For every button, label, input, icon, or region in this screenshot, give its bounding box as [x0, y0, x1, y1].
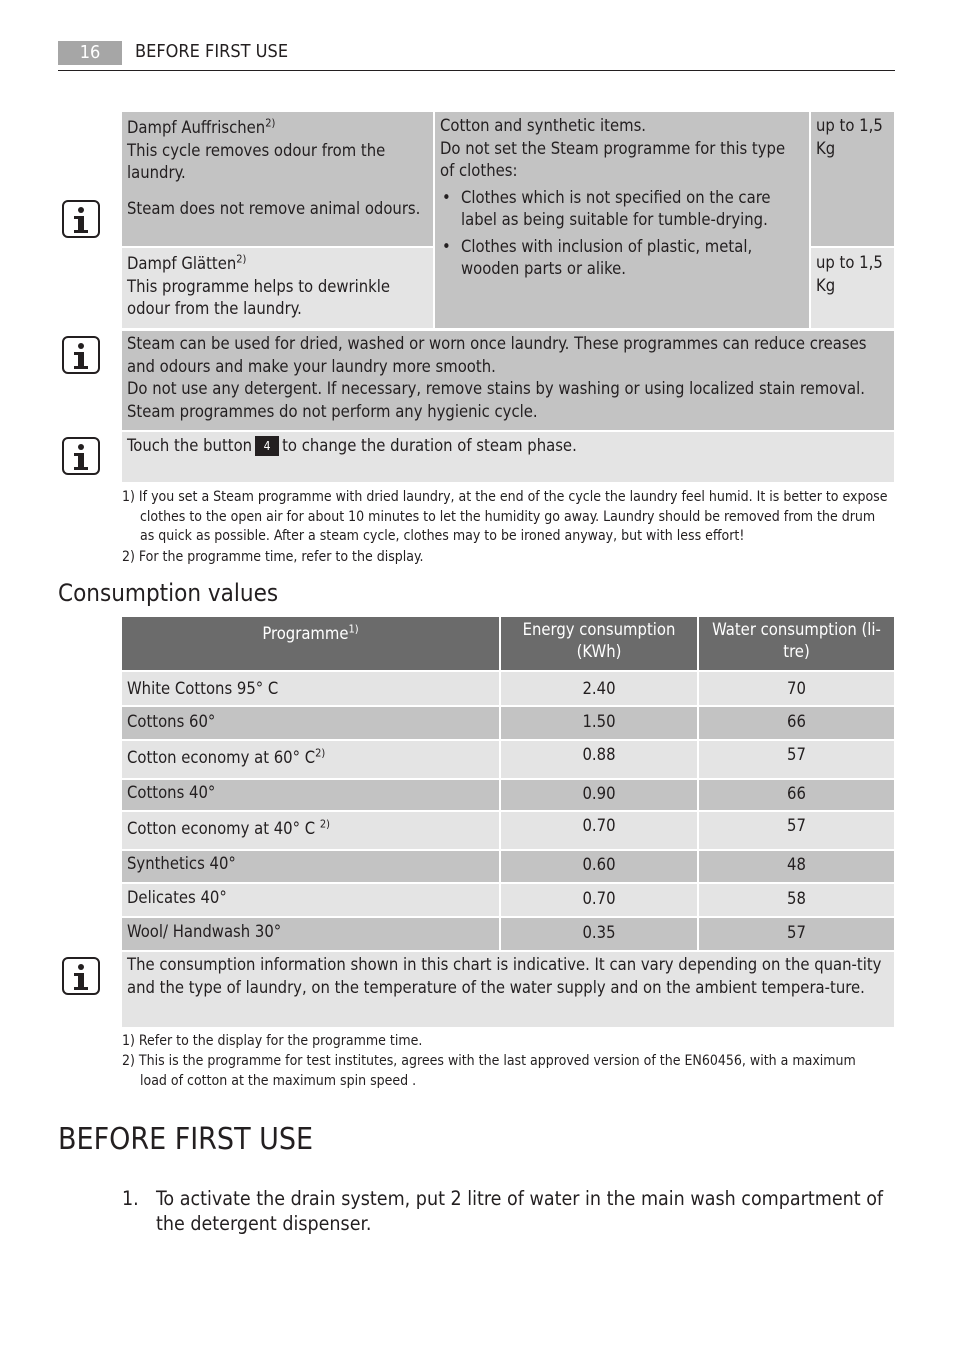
info-icon — [62, 957, 100, 995]
cell-water: 57 — [699, 918, 894, 950]
steam-info-text-3: Steam programmes do not perform any hygienic cycle. — [127, 401, 538, 421]
touch-info-box — [122, 432, 894, 482]
cell-energy: 0.35 — [501, 918, 697, 950]
info-icon — [62, 200, 100, 238]
footnote: 1) Refer to the display for the programme time. — [122, 1033, 423, 1049]
cell-water: 57 — [699, 741, 894, 778]
cell-energy: 0.60 — [501, 851, 697, 882]
steam-row1-programme — [122, 112, 433, 246]
header-rule — [58, 70, 895, 71]
cell-energy: 0.90 — [501, 780, 697, 810]
steam-info-text-2: Do not use any detergent. If necessary, remove stains by washing or using localized stain removal. — [127, 379, 865, 398]
step-number: 1. — [122, 1187, 139, 1210]
info-icon — [62, 437, 100, 475]
cell-water: 70 — [699, 672, 894, 705]
cell-water: 48 — [699, 851, 894, 882]
cell-programme: Delicates 40° — [122, 884, 499, 916]
cell-water: 57 — [699, 812, 894, 849]
steam-row1-sup: 2) — [265, 116, 276, 130]
steam-bullet-list — [440, 187, 804, 281]
cell-energy: 2.40 — [501, 672, 697, 705]
col-header-programme-label: Programme — [262, 624, 349, 643]
steam-row1-name: Dampf Auffrischen — [127, 118, 266, 137]
cell-energy: 1.50 — [501, 707, 697, 739]
steam-row1-note: Steam does not remove animal odours. — [127, 198, 421, 218]
steam-row2-load: up to 1,5 Kg — [811, 248, 894, 328]
page-number: 16 — [58, 41, 122, 65]
step-1 — [122, 1186, 894, 1236]
button-4-symbol: 4 — [255, 436, 279, 456]
steam-row2-desc: This programme helps to dewrinkle odour from the laundry. — [127, 276, 391, 318]
cell-programme: Wool/ Handwash 30° — [122, 918, 499, 950]
cell-programme: Cottons 40° — [122, 780, 499, 810]
steam-row2-sup: 2) — [236, 252, 247, 266]
consumption-info-box: The consumption information shown in this chart is indicative. It can vary depending on the quan-tity and the type of laundry, on the temperature of the water supply and on the ambient tempera-ture. — [122, 952, 894, 1027]
steam-row2-name: Dampf Glätten — [127, 254, 237, 273]
cell-programme: White Cottons 95° C — [122, 672, 499, 705]
section-title: BEFORE FIRST USE — [58, 1122, 314, 1157]
col-header-water: Water consumption (li-tre) — [699, 617, 894, 670]
col-header-energy: Energy consumption (KWh) — [501, 617, 697, 670]
footnote: 1) If you set a Steam programme with dried laundry, at the end of the cycle the laundry feel humid. It is better to expose clothes to the open air for about 10 minutes to let the humidity go away. Laundry should be removed from the drum as quick as possible. After a steam cycle, clothes may to be ironed anyway, but with less effort! — [122, 489, 888, 544]
cell-programme: Synthetics 40° — [122, 851, 499, 882]
steam-bullet: • Clothes with inclusion of plastic, metal, wooden parts or alike. — [440, 236, 804, 281]
steam-bullet: • Clothes which is not specified on the care label as being suitable for tumble-drying. — [440, 187, 804, 232]
cell-water: 66 — [699, 707, 894, 739]
consumption-heading: Consumption values — [58, 579, 279, 607]
steam-shared-line1: Cotton and synthetic items. — [440, 116, 647, 135]
info-icon — [62, 336, 100, 374]
col-header-programme — [122, 617, 499, 670]
cell-water: 66 — [699, 780, 894, 810]
cell-programme: Cotton economy at 60° $C^{2)}$ — [122, 741, 499, 778]
steam-row1-load: up to 1,5 Kg — [811, 112, 894, 246]
cell-programme: Cotton economy at 40° C $^{2)}$ — [122, 812, 499, 849]
cell-energy: 0.70 — [501, 884, 697, 916]
cell-energy: 0.70 — [501, 812, 697, 849]
steam-row2-programme — [122, 248, 433, 328]
steam-shared-description — [435, 112, 809, 328]
cell-programme: Cottons 60° — [122, 707, 499, 739]
col-header-programme-sup: 1) — [348, 622, 359, 636]
steam-shared-line2: Do not set the Steam programme for this type of clothes: — [440, 138, 786, 180]
header-section-title: BEFORE FIRST USE — [135, 41, 289, 62]
touch-info-before: Touch the button — [127, 436, 253, 455]
cell-water: 58 — [699, 884, 894, 916]
footnote: 2) For the programme time, refer to the display. — [122, 549, 424, 565]
step-text: To activate the drain system, put 2 litre of water in the main wash compartment of the detergent dispenser. — [156, 1187, 884, 1235]
footnote: 2) This is the programme for test institutes, agrees with the last approved version of the EN60456, with a maximum load of cotton at the maximum spin speed . — [122, 1053, 856, 1089]
touch-info-after: to change the duration of steam phase. — [282, 436, 577, 455]
cell-energy: 0.88 — [501, 741, 697, 778]
steam-row1-desc: This cycle removes odour from the laundry. — [127, 140, 386, 182]
steam-info-box — [122, 331, 894, 430]
steam-info-text: Steam can be used for dried, washed or worn once laundry. These programmes can reduce creases and odours and make your laundry more smooth. — [127, 334, 867, 376]
